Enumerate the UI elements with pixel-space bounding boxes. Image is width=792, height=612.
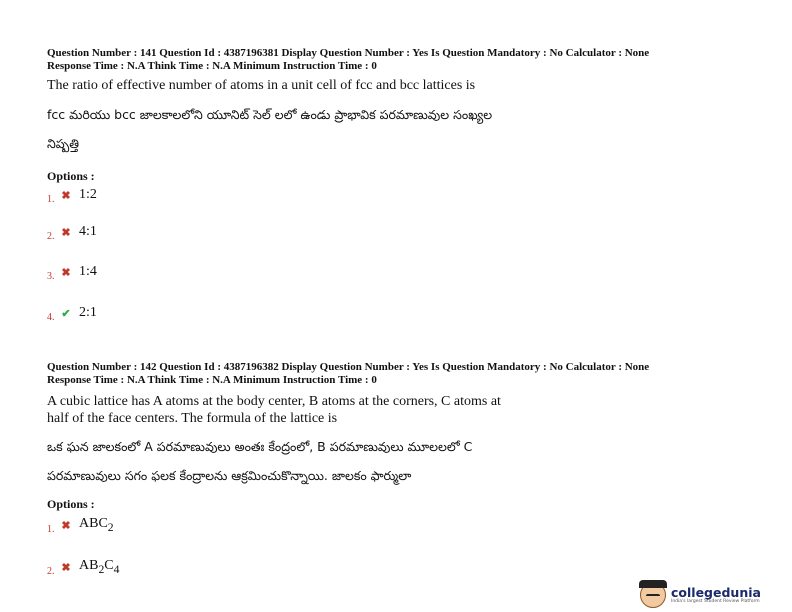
option-text	[79, 558, 119, 576]
question-142-telugu-line1: ఒక ఘన జాలకంలో A పరమాణువులు అంతః కేంద్రంలో, B పరమాణువులు మూలలలో C	[47, 439, 473, 454]
check-icon: ✔	[61, 307, 71, 320]
question-141-header	[47, 47, 747, 73]
question-142-header	[47, 361, 747, 387]
question-142-telugu-line2: పరమాణువులు సగం ఫలక కేంద్రాలను ఆక్రమించుకొన్నాయి. జాలకం ఫార్ములా	[47, 468, 412, 483]
formula-part-a: AB	[79, 558, 99, 574]
question-141-telugu-line1: fcc మరియు bcc జాలకాలలోని యూనిట్ సెల్ లలో ఉండు ప్రాభావిక పరమాణువుల సంఖ్యల	[47, 107, 493, 122]
cross-icon: ✖	[61, 226, 71, 239]
formula-subscript: 2	[107, 520, 114, 534]
logo-text	[671, 586, 761, 605]
question-141-telugu-line2: నిష్పత్తి	[47, 136, 79, 151]
option-number: 2.	[47, 565, 55, 577]
cross-icon: ✖	[61, 561, 71, 574]
option-2[interactable]	[47, 557, 119, 577]
formula-part-b: C	[104, 558, 114, 574]
formula-subscript-a: 2	[98, 562, 105, 576]
option-1[interactable]	[47, 185, 97, 205]
options-label: Options :	[47, 169, 95, 183]
options-label: Options :	[47, 497, 95, 511]
option-text: 4:1	[79, 224, 97, 239]
formula-subscript-b: 4	[113, 562, 120, 576]
logo-tagline: India's largest Student Review Platform	[671, 598, 760, 604]
mascot-icon	[640, 582, 666, 608]
option-number: 3.	[47, 270, 55, 282]
question-meta-line2: Response Time : N.A Think Time : N.A Minimum Instruction Time : 0	[47, 374, 377, 386]
question-meta-line2: Response Time : N.A Think Time : N.A Minimum Instruction Time : 0	[47, 60, 377, 72]
question-142-english-line1: A cubic lattice has A atoms at the body center, B atoms at the corners, C atoms at	[47, 394, 501, 409]
cross-icon: ✖	[61, 266, 71, 279]
question-meta-line1: Question Number : 142 Question Id : 4387196382 Display Question Number : Yes Is Question Mandatory : No Calculator : None	[47, 361, 650, 373]
question-142-english-line2: half of the face centers. The formula of the lattice is	[47, 411, 338, 426]
option-number: 4.	[47, 311, 55, 323]
logo-name: collegedunia	[671, 584, 761, 600]
cross-icon: ✖	[61, 519, 71, 532]
option-1[interactable]	[47, 515, 114, 535]
question-meta-line1: Question Number : 141 Question Id : 4387196381 Display Question Number : Yes Is Question Mandatory : No Calculator : None	[47, 47, 650, 59]
option-3[interactable]	[47, 262, 97, 282]
formula-main: ABC	[79, 516, 108, 532]
cross-icon: ✖	[61, 189, 71, 202]
option-text: 2:1	[79, 305, 97, 320]
option-2[interactable]	[47, 222, 97, 242]
option-number: 1.	[47, 193, 55, 205]
option-text	[79, 516, 114, 534]
option-4[interactable]	[47, 303, 97, 323]
option-number: 2.	[47, 230, 55, 242]
option-text: 1:4	[79, 264, 97, 279]
collegedunia-logo	[640, 582, 788, 608]
question-141-english: The ratio of effective number of atoms in a unit cell of fcc and bcc lattices is	[47, 78, 476, 93]
option-text: 1:2	[79, 187, 97, 202]
option-number: 1.	[47, 523, 55, 535]
